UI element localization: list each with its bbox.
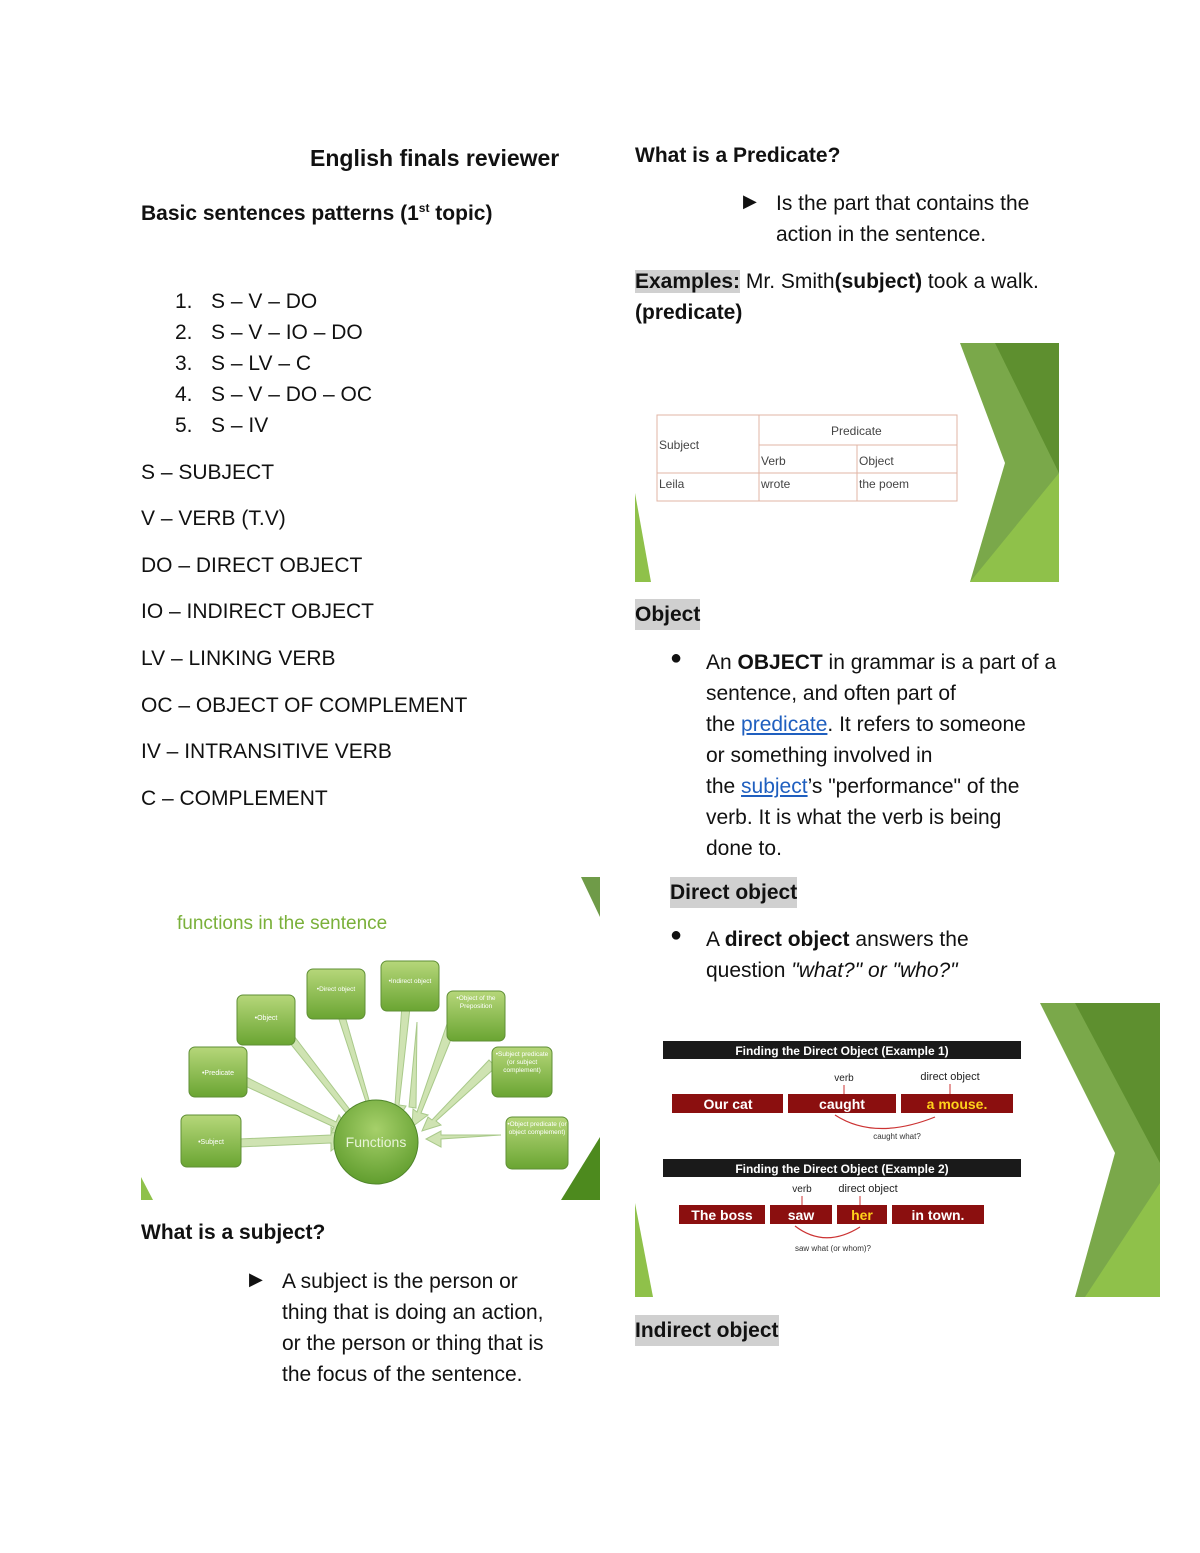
legend-item: DO – DIRECT OBJECT [141,554,363,577]
object-heading: Object [635,599,700,630]
list-text: S – V – IO – DO [211,321,363,344]
list-item [175,410,372,441]
example-text: Mr. Smith [740,270,835,293]
examples-paragraph [635,266,1039,328]
box-label: •Predicate [201,1070,235,1077]
legend-item: S – SUBJECT [141,461,275,484]
list-item [175,348,372,379]
text-line: verb. It is what the verb is being [706,806,1002,829]
predicate-definition [776,188,1029,250]
box-label-wrap [447,995,505,1039]
example2-question: saw what (or whom)? [794,1244,872,1253]
text-line: action in the sentence. [776,223,987,246]
example1-question: caught what? [873,1132,921,1141]
word-text: Our cat [703,1096,753,1112]
list-text: S – IV [211,414,269,437]
triangle-bullet-icon: ▶ [249,1269,263,1289]
box-label-wrap [506,1121,568,1167]
table-header-predicate: Predicate [831,424,882,438]
text-run: An [706,651,738,674]
word-text: saw [787,1207,815,1223]
list-item [175,317,372,348]
indirect-object-heading: Indirect object [635,1315,779,1346]
list-item [175,379,372,410]
word-text: The boss [691,1207,753,1223]
word-text: caught [819,1096,865,1112]
table-cell: the poem [859,477,910,491]
example1-verb-label: verb [834,1073,854,1084]
table-cell: Leila [659,477,685,491]
triangle-bullet-icon: ▶ [743,191,757,211]
text-run: . It refers to someone [827,713,1026,736]
word-text-highlight: a mouse. [926,1096,988,1112]
legend-item: OC – OBJECT OF COMPLEMENT [141,694,468,717]
table-header-verb: Verb [761,454,786,468]
legend-item: LV – LINKING VERB [141,647,336,670]
text-line: done to. [706,837,782,860]
example2-verb-label: verb [792,1184,812,1195]
examples-label: Examples: [635,270,741,293]
list-number: 1. [175,290,193,313]
text-line: or the person or thing that is [282,1332,544,1355]
pattern-list [175,286,372,441]
list-item [175,286,372,317]
functions-diagram-image [141,877,600,1200]
subject-link[interactable]: subject [741,775,808,798]
list-text: S – LV – C [211,352,311,375]
bullet-dot-icon: ● [670,647,683,669]
direct-object-image [635,1003,1160,1297]
text-run: the [706,713,742,736]
box-label: •Object of the Preposition [456,995,496,1010]
section-heading-sup: st [418,201,430,215]
text-line: A subject is the person or [282,1270,518,1293]
text-run: answers the [849,928,969,951]
box-label: •Object predicate (or object complement) [507,1121,567,1136]
predicate-bullet [743,188,1029,250]
example1-do-label: direct object [920,1071,980,1083]
text-run: the [706,775,742,798]
text-run: question [706,959,792,982]
example-subject-tag: (subject) [834,270,923,293]
example2-title: Finding the Direct Object (Example 2) [735,1162,949,1176]
list-text: S – V – DO [211,290,318,313]
table-header-subject: Subject [659,438,700,452]
text-line: the focus of the sentence. [282,1363,523,1386]
text-line: thing that is doing an action, [282,1301,544,1324]
object-definition [706,647,1056,864]
text-line: Is the part that contains the [776,192,1030,215]
direct-object-heading: Direct object [670,877,797,908]
legend-item: C – COMPLEMENT [141,787,328,810]
list-number: 2. [175,321,193,344]
diagram-heading: functions in the sentence [177,913,388,934]
list-number: 3. [175,352,193,375]
word-text: in town. [911,1207,965,1223]
example2-do-label: direct object [838,1183,898,1195]
box-label: •Subject predicate (or subject complement) [495,1051,549,1074]
table-cell: wrote [761,477,791,491]
word-text-highlight: her [851,1207,873,1223]
text-run-italic: "what?" or "who?" [791,959,958,982]
section-heading-text: Basic sentences patterns (1 [141,202,419,225]
list-number: 5. [175,414,193,437]
text-line: or something involved in [706,744,933,767]
direct-object-svg [635,1003,1160,1297]
text-run: ’s "performance" of the [807,775,1020,798]
list-text: S – V – DO – OC [211,383,373,406]
text-run: in grammar is a part of a [822,651,1057,674]
subject-heading: What is a subject? [141,1221,326,1244]
direct-object-definition [706,924,969,986]
box-label: •Direct object [316,986,356,993]
diagram-center-label: Functions [345,1134,407,1150]
legend-item: IO – INDIRECT OBJECT [141,600,374,623]
text-run-bold: OBJECT [737,651,823,674]
text-line: sentence, and often part of [706,682,956,705]
text-run: A [706,928,725,951]
legend-item: V – VERB (T.V) [141,507,286,530]
page-title: English finals reviewer [310,145,560,171]
subject-bullet [249,1266,544,1390]
example-text: took a walk. [922,270,1039,293]
section-heading-patterns [141,193,492,229]
box-label: •Object [254,1015,278,1022]
example1-title: Finding the Direct Object (Example 1) [735,1044,949,1058]
table-header-object: Object [859,454,894,468]
functions-diagram-svg [141,877,600,1200]
section-heading-text-end: topic) [429,202,493,225]
object-bullet [670,647,1056,864]
subject-definition [282,1266,544,1390]
text-run-bold: direct object [724,928,850,951]
example-predicate-tag: (predicate) [635,301,743,324]
predicate-link[interactable]: predicate [741,713,828,736]
direct-object-bullet [670,924,969,986]
list-number: 4. [175,383,193,406]
predicate-heading: What is a Predicate? [635,144,841,167]
bullet-dot-icon: ● [670,924,683,946]
box-label: •Indirect object [388,978,432,985]
box-label-wrap [492,1051,552,1095]
predicate-table-svg [635,343,1059,582]
box-label: •Subject [198,1139,224,1146]
predicate-table-image [635,343,1059,582]
legend-item: IV – INTRANSITIVE VERB [141,740,392,763]
